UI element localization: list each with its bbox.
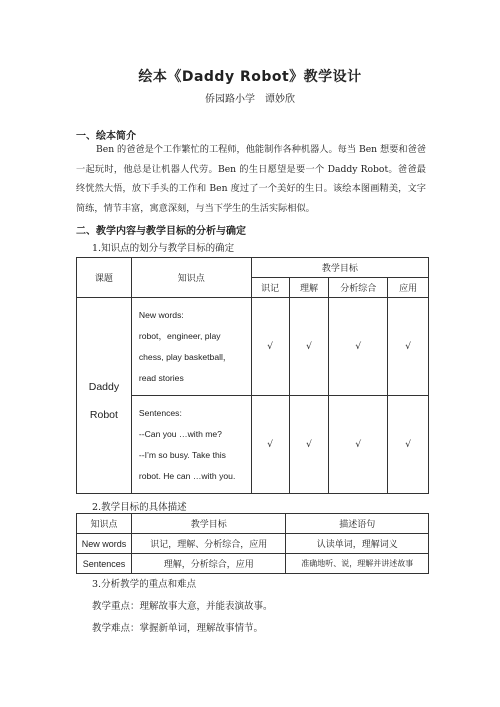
kp-line: --I’m so busy. Take this — [138, 449, 226, 460]
table2-header: 描述语句 — [286, 514, 429, 534]
subsection1-heading: 1.知识点的划分与教学目标的确定 — [92, 243, 235, 254]
document-author: 侨园路小学 谭妙欣 — [205, 94, 295, 105]
kp-line: read stories — [138, 372, 184, 383]
header-knowledge: 知识点 — [131, 258, 251, 298]
goal-col-apply: 应用 — [388, 278, 429, 298]
kp-line: chess, play basketball， — [138, 351, 232, 362]
section1-paragraph: Ben 的爸爸是个工作繁忙的工程师，他能制作各种机器人。每当 Ben 想要和爸爸一起玩时，他总是让机器人代劳。Ben 的生日愿望是要一个 Daddy Robot。爸爸最终恍然大悟，放下手头的工作和 Ben 度过了一个美好的生日。该绘本图画精美，文字简练，情节丰富，寓意深刻，与当下学生的生活实际相似。 — [76, 144, 426, 214]
subsection2-heading: 2.教学目标的具体描述 — [92, 502, 187, 513]
check-mark: √ — [251, 396, 289, 494]
goal-col-memorize: 识记 — [251, 278, 289, 298]
check-mark: √ — [289, 298, 329, 396]
table2-cell: 识记，理解、分析综合，应用 — [131, 534, 285, 554]
kp-line: robot，engineer, play — [138, 330, 221, 341]
kp-line: --Can you …with me? — [138, 428, 222, 439]
teaching-focus: 教学重点：理解故事大意，并能表演故事。 — [92, 601, 273, 612]
teaching-difficulty: 教学难点：掌握新单词，理解故事情节。 — [92, 623, 264, 634]
check-mark: √ — [251, 298, 289, 396]
course-name-line1: Daddy — [88, 380, 120, 393]
knowledge-new-words — [131, 298, 251, 396]
kp-line: robot. He can …with you. — [138, 470, 236, 481]
subsection3-heading: 3.分析教学的重点和难点 — [92, 579, 197, 590]
table2-cell: 认读单词，理解词义 — [286, 534, 429, 554]
document-title: 绘本《Daddy Robot》教学设计 — [138, 69, 362, 85]
check-mark: √ — [388, 298, 429, 396]
goal-col-analyze: 分析综合 — [329, 278, 388, 298]
header-goal: 教学目标 — [251, 258, 428, 278]
kp-line: New words: — [138, 309, 184, 320]
table2-cell: 准确地听、说，理解并讲述故事 — [286, 554, 429, 574]
table2-cell: 理解，分析综合，应用 — [131, 554, 285, 574]
course-cell — [77, 298, 132, 494]
check-mark: √ — [289, 396, 329, 494]
table2-cell: Sentences — [77, 554, 132, 574]
kp-line: Sentences: — [138, 407, 182, 418]
check-mark: √ — [329, 396, 388, 494]
check-mark: √ — [388, 396, 429, 494]
knowledge-goal-table — [76, 257, 429, 494]
check-mark: √ — [329, 298, 388, 396]
table2-header: 知识点 — [77, 514, 132, 534]
table2-cell: New words — [77, 534, 132, 554]
table2-header: 教学目标 — [131, 514, 285, 534]
section1-heading: 一、绘本简介 — [76, 131, 136, 142]
section2-heading: 二、教学内容与教学目标的分析与确定 — [76, 226, 246, 237]
goal-col-understand: 理解 — [289, 278, 329, 298]
course-name-line2: Robot — [89, 408, 118, 421]
goal-description-table — [76, 513, 429, 574]
knowledge-sentences — [131, 396, 251, 494]
header-topic: 课题 — [77, 258, 132, 298]
